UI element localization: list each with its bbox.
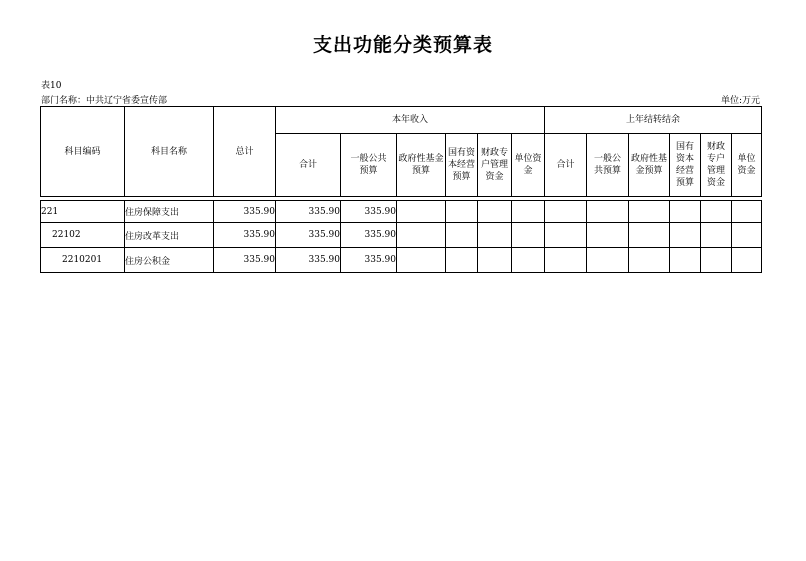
header-py-general: 一般公共预算 [587,134,629,197]
row-code: 22102 [41,223,125,248]
budget-table [40,106,762,273]
row-cy-total: 335.90 [276,201,341,223]
department-name: 部门名称：中共辽宁省委宣传部 [41,96,168,106]
row-name: 住房保障支出 [125,201,214,223]
header-cy-fund: 政府性基金预算 [397,134,446,197]
table-row [41,248,762,273]
table-row [41,223,762,248]
unit-label: 单位:万元 [720,96,760,106]
header-py-unit-funds: 单位资金 [732,134,762,197]
header-cy-general: 一般公共预算 [341,134,397,197]
table-row [41,201,762,223]
table-number: 表10 [41,81,62,91]
header-py-fund: 政府性基金预算 [629,134,670,197]
header-py-special-account: 财政专户管理资金 [701,134,732,197]
row-total: 335.90 [214,201,276,223]
header-cy-unit-funds: 单位资金 [512,134,545,197]
header-cy-state-capital: 国有资本经营预算 [446,134,478,197]
header-current-year: 本年收入 [276,107,545,134]
row-code: 2210201 [41,248,125,273]
header-total: 总计 [214,107,276,197]
header-cy-total: 合计 [276,134,341,197]
row-cy-total: 335.90 [276,223,341,248]
header-py-state-capital: 国有资本经营预算 [670,134,701,197]
header-name: 科目名称 [125,107,214,197]
row-cy-total: 335.90 [276,248,341,273]
row-cy-general: 335.90 [341,201,397,223]
row-cy-general: 335.90 [341,248,397,273]
page-title: 支出功能分类预算表 [312,34,493,56]
row-total: 335.90 [214,223,276,248]
header-cy-special-account: 财政专户管理资金 [478,134,512,197]
header-prior-year: 上年结转结余 [545,107,762,134]
row-cy-general: 335.90 [341,223,397,248]
row-name: 住房改革支出 [125,223,214,248]
row-code: 221 [41,201,125,223]
header-code: 科目编码 [41,107,125,197]
row-name: 住房公积金 [125,248,214,273]
row-total: 335.90 [214,248,276,273]
header-py-total: 合计 [545,134,587,197]
